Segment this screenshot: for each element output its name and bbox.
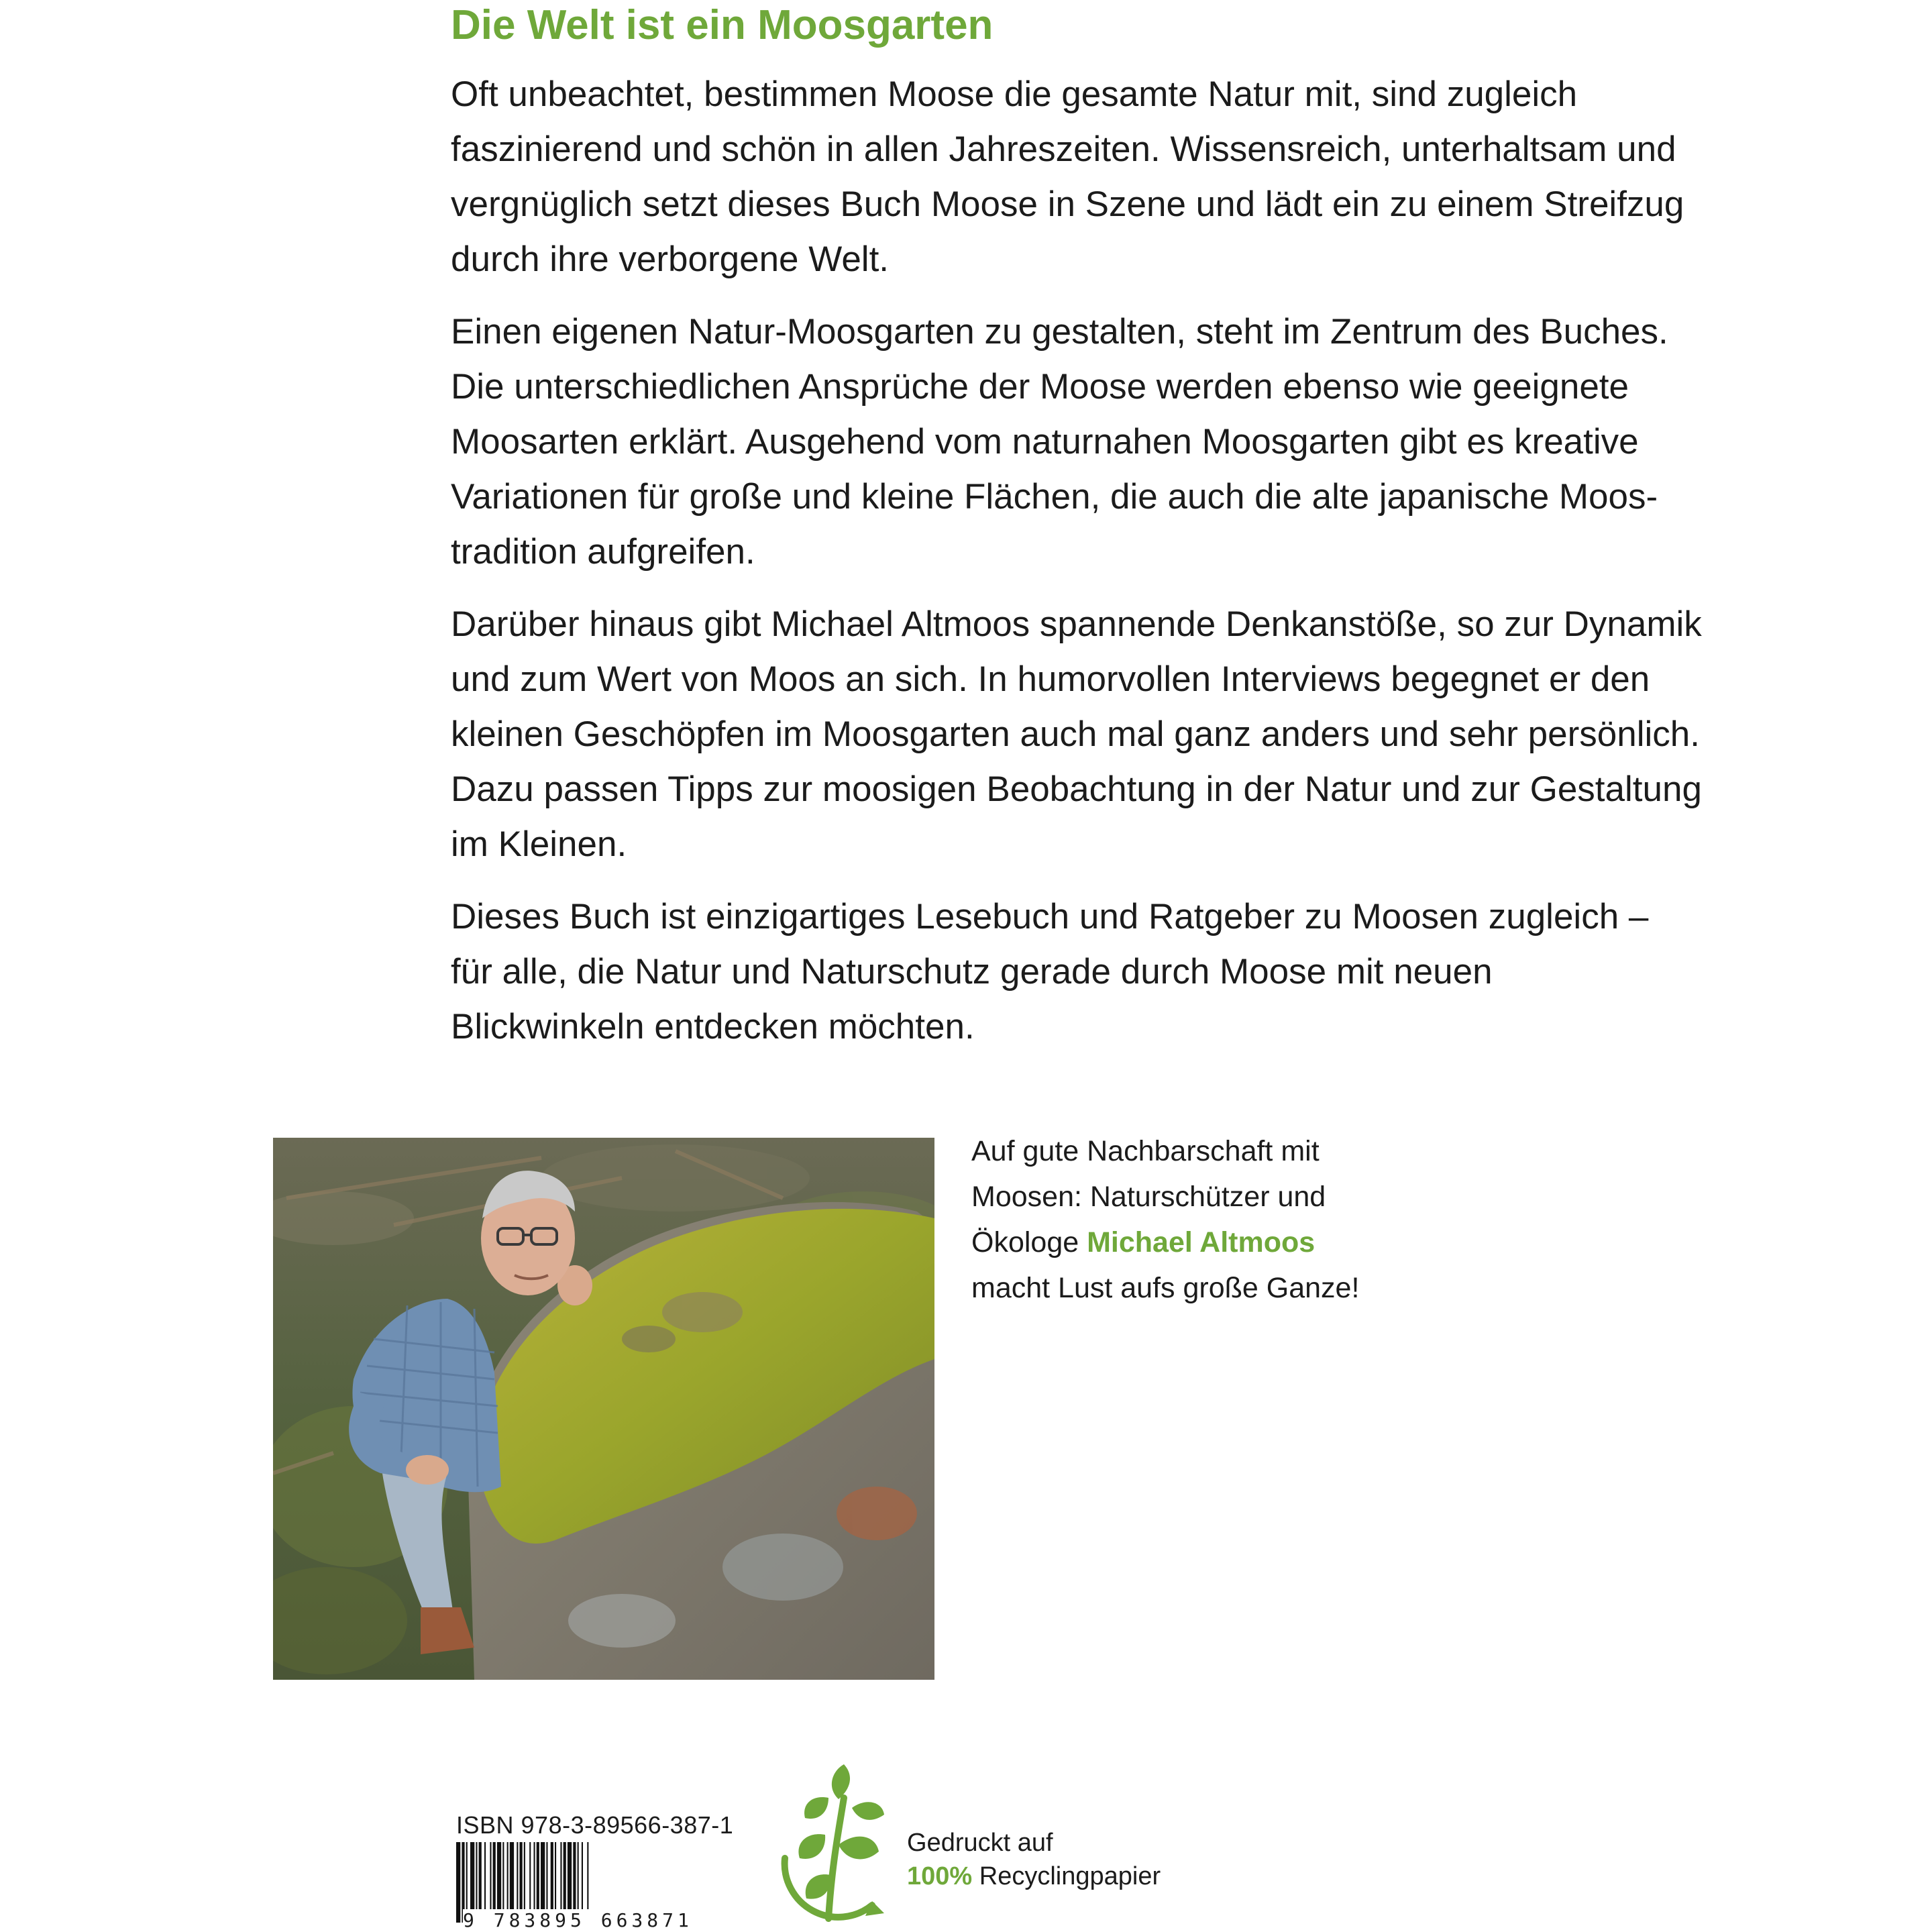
text-line: für alle, die Natur und Naturschutz gerade durch Moose mit neuen xyxy=(451,952,1493,991)
eco-line: Gedruckt auf xyxy=(907,1829,1053,1857)
text-line: Variationen für große und kleine Flächen, die auch die alte japanische Moos- xyxy=(451,477,1658,517)
eco-percent: 100% xyxy=(907,1862,973,1890)
text-line: und zum Wert von Moos an sich. In humorvollen Interviews begegnet er den xyxy=(451,659,1650,699)
isbn-label: ISBN 978-3-89566-387-1 xyxy=(456,1811,734,1839)
text-line: Moosarten erklärt. Ausgehend vom naturnahen Moosgarten gibt es kreative xyxy=(451,422,1639,462)
author-photo xyxy=(273,1138,934,1680)
caption-line xyxy=(971,1220,1347,1265)
barcode-bar xyxy=(456,1842,460,1923)
author-photo-illustration xyxy=(273,1138,934,1680)
text-line: vergnüglich setzt dieses Buch Moose in Szene und lädt ein zu einem Streifzug xyxy=(451,184,1684,224)
caption-line: Moosen: Naturschützer und xyxy=(971,1181,1326,1213)
recycling-leaf-icon xyxy=(765,1758,899,1932)
paragraph-1 xyxy=(451,67,1685,287)
author-name: Michael Altmoos xyxy=(1087,1226,1316,1258)
eco-rest: Recyclingpapier xyxy=(972,1862,1161,1890)
paragraph-3 xyxy=(451,597,1702,872)
caption-line: macht Lust aufs große Ganze! xyxy=(971,1272,1360,1304)
text-line: Darüber hinaus gibt Michael Altmoos spannende Denkanstöße, so zur Dynamik xyxy=(451,604,1702,644)
eco-line xyxy=(907,1860,1161,1893)
text-line: Dieses Buch ist einzigartiges Lesebuch und Ratgeber zu Moosen zugleich – xyxy=(451,897,1649,936)
text-line: Oft unbeachtet, bestimmen Moose die gesamte Natur mit, sind zugleich xyxy=(451,74,1578,114)
barcode-digits: 9 783895 663871 xyxy=(463,1909,711,1931)
text-line: Die unterschiedlichen Ansprüche der Moose werden ebenso wie geeignete xyxy=(451,367,1629,407)
eco-label xyxy=(907,1826,1161,1893)
text-line: tradition aufgreifen. xyxy=(451,532,755,572)
book-title: Die Welt ist ein Moosgarten xyxy=(451,2,994,48)
photo-caption xyxy=(971,1128,1360,1311)
paragraph-2 xyxy=(451,305,1685,580)
caption-prefix: Ökologe xyxy=(971,1226,1087,1258)
text-line: durch ihre verborgene Welt. xyxy=(451,239,890,279)
text-line: im Kleinen. xyxy=(451,824,627,864)
text-line: faszinierend und schön in allen Jahreszeiten. Wissensreich, unterhaltsam und xyxy=(451,129,1676,169)
paragraph-4 xyxy=(451,890,1685,1055)
text-line: Blickwinkeln entdecken möchten. xyxy=(451,1007,975,1046)
blurb xyxy=(451,67,1702,1072)
text-line: Dazu passen Tipps zur moosigen Beobachtung in der Natur und zur Gestaltung xyxy=(451,769,1702,809)
text-line: kleinen Geschöpfen im Moosgarten auch mal ganz anders und sehr persönlich. xyxy=(451,714,1700,754)
caption-line: Auf gute Nachbarschaft mit xyxy=(971,1135,1320,1167)
text-line: Einen eigenen Natur-Moosgarten zu gestalten, steht im Zentrum des Buches. xyxy=(451,312,1668,352)
